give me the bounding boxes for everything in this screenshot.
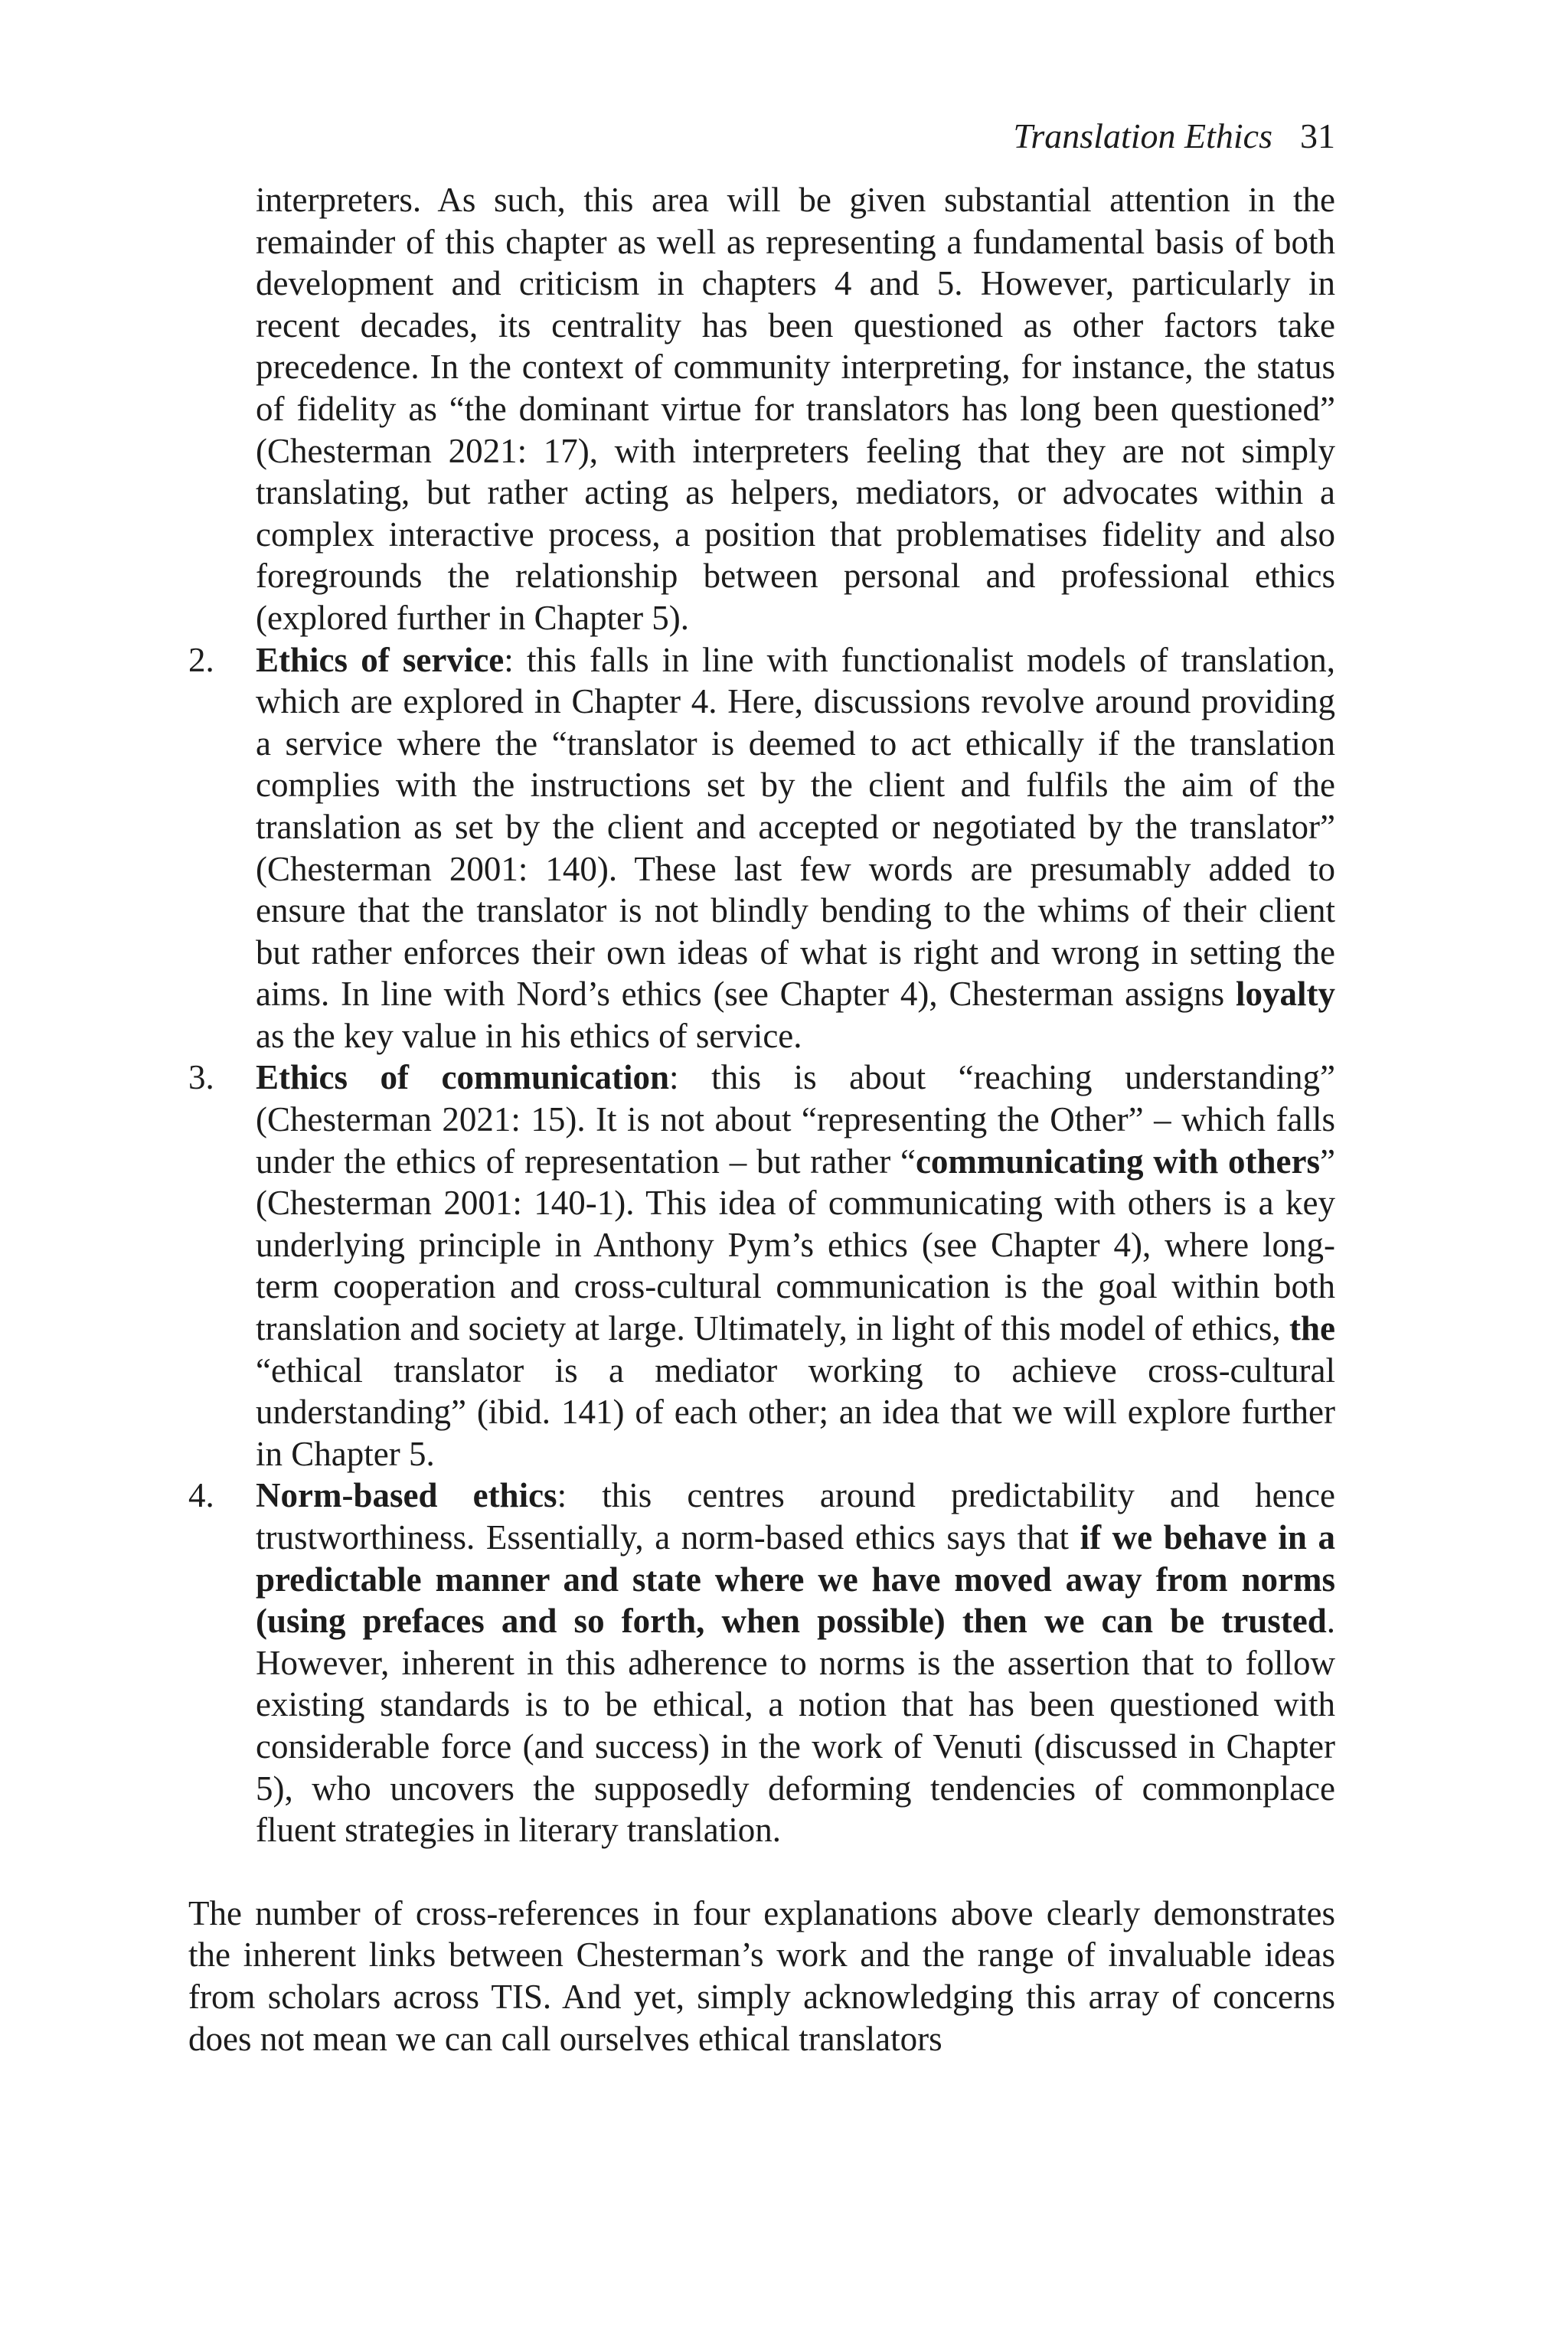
closing-paragraph: The number of cross-references in four explanations above clearly demonstrates the inherent links between Chesterman’s work and the range of invaluable ideas from scholars across TIS. And yet, simply acknowledging this array of concerns does not mean we can call ourselves ethical translators [188,1893,1335,2058]
list-item-3 [188,1057,1335,1475]
list-item-term: Ethics of service [256,640,505,679]
running-title: Translation Ethics [1013,116,1272,155]
emphasis: loyalty [1236,975,1335,1014]
list-item-text: ” (Chesterman 2001: 140-1). This idea of communicating with others is a key underlying principle in Anthony Pym’s ethics (see Chapter 4), where long-term cooperation and cross-cultural communication is the goal within both translation and society at large. Ultimately, in light of this model of ethics, [256,1142,1335,1348]
list-item-text: : this falls in line with functionalist models of translation, which are explored in Chapter 4. Here, discussions revolve around providing a service where the “translator is deemed to act ethically if the translation complies with the instructions set by the client and fulfils the aim of the translation as set by the client and accepted or negotiated by the translator” (Chesterman 2001: 140). These last few words are presumably added to ensure that the translator is not blindly bending to the whims of their client but rather enforces their own ideas of what is right and wrong in setting the aims. In line with Nord’s ethics (see Chapter 4), Chesterman assigns [256,640,1335,1014]
list-item-text: : this centres around predictability and hence trustworthiness. Essentially, a norm-based ethics says that [256,1476,1335,1557]
list-item-text: : this is about “reaching understanding” (Chesterman 2021: 15). It is not about “representing the Other” – which falls under the ethics of representation – but rather “ [256,1058,1335,1181]
page-number: 31 [1300,116,1335,155]
list-item-text: as the key value in his ethics of service. [256,1016,802,1055]
list-item-text: . However, inherent in this adherence to norms is the assertion that to follow existing standards is to be ethical, a notion that has been questioned with considerable force (and success) in the work of Venuti (discussed in Chapter 5), who uncovers the supposedly deforming tendencies of commonplace fluent strategies in literary translation. [256,1602,1335,1850]
running-head [1013,113,1335,159]
emphasis: if we behave in a predictable manner and state where we have moved away from norms (using prefaces and so forth, when possible) then we can be trusted [256,1518,1335,1641]
body-text [188,179,1335,2060]
list-item-2 [188,639,1335,1057]
list-number: 2. [188,640,214,679]
emphasis: the [1289,1309,1335,1348]
list-number: 3. [188,1058,214,1097]
emphasis: communicating with others [915,1142,1320,1181]
list-item-term: Ethics of communication [256,1058,670,1097]
list-item-4 [188,1475,1335,1851]
list-item-term: Norm-based ethics [256,1476,557,1515]
list-number: 4. [188,1476,214,1515]
list-item-text: “ethical translator is a mediator working to achieve cross-cultural understanding” (ibid. 141) of each other; an idea that we will explore further in Chapter 5. [256,1351,1335,1473]
list-item-1-continuation: interpreters. As such, this area will be given substantial attention in the remainder of this chapter as well as representing a fundamental basis of both development and criticism in chapters 4 and 5. However, particularly in recent decades, its centrality has been questioned as other factors take precedence. In the context of community interpreting, for instance, the status of fidelity as “the dominant virtue for translators has long been questioned” (Chesterman 2021: 17), with interpreters feeling that they are not simply translating, but rather acting as helpers, mediators, or advocates within a complex interactive process, a position that problematises fidelity and also foregrounds the relationship between personal and professional ethics (explored further in Chapter 5). [256,181,1335,637]
